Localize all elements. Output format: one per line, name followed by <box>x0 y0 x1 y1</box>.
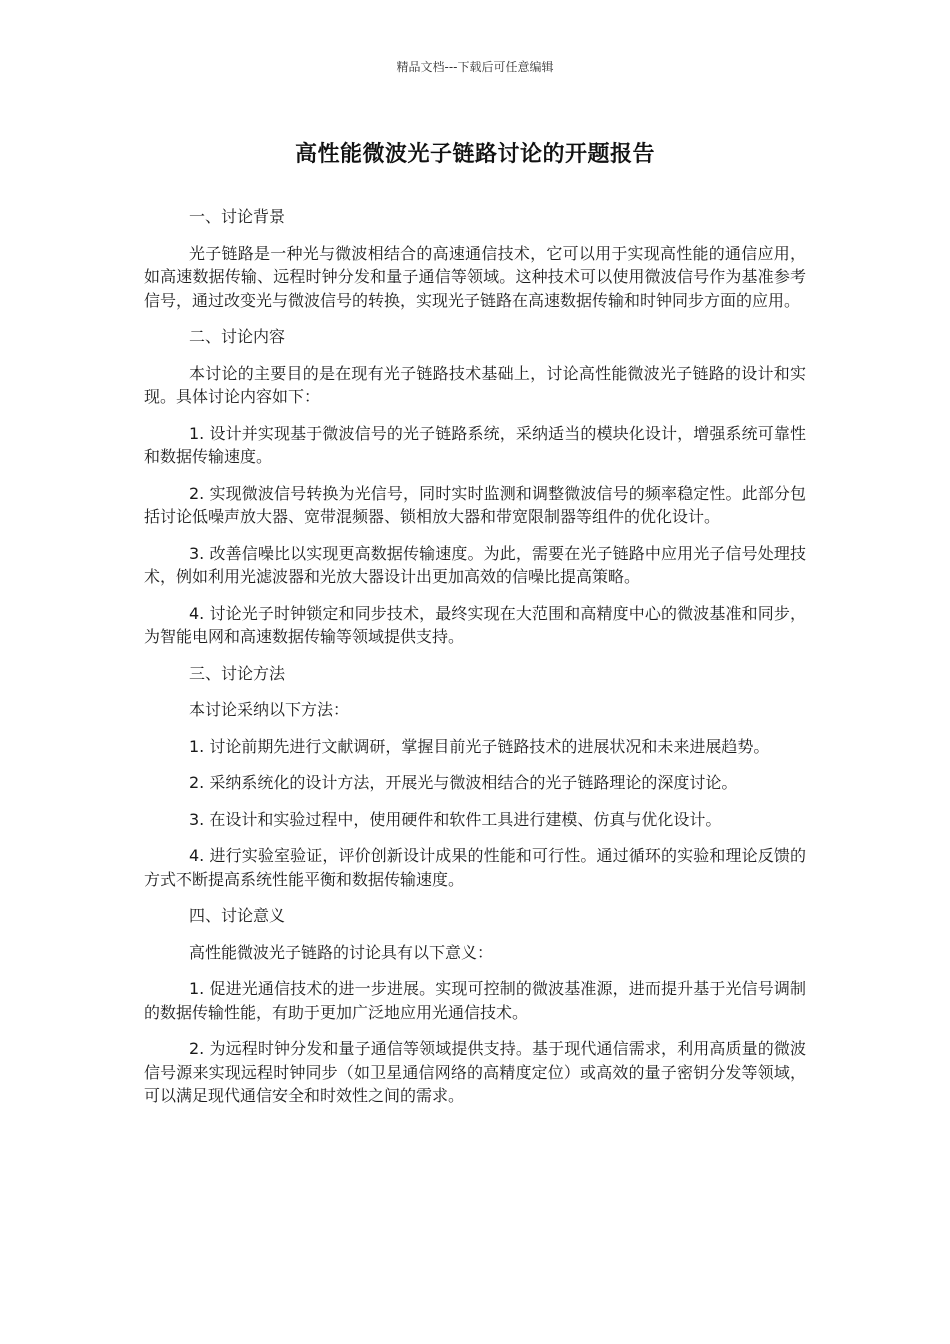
list-item: 2. 实现微波信号转换为光信号，同时实时监测和调整微波信号的频率稳定性。此部分包括讨论低噪声放大器、宽带混频器、锁相放大器和带宽限制器等组件的优化设计。 <box>144 483 806 526</box>
section-heading-background: 一、讨论背景 <box>189 207 286 226</box>
list-item: 1. 促进光通信技术的进一步进展。实现可控制的微波基准源，进而提升基于光信号调制的数据传输性能，有助于更加广泛地应用光通信技术。 <box>144 979 806 1022</box>
header-note: 精品文档---下载后可任意编辑 <box>396 60 554 74</box>
section-heading-significance: 四、讨论意义 <box>189 906 286 925</box>
paragraph: 本讨论采纳以下方法： <box>189 700 350 719</box>
paragraph: 高性能微波光子链路的讨论具有以下意义： <box>189 942 494 962</box>
section-heading-methods: 三、讨论方法 <box>189 663 286 683</box>
paragraph: 光子链路是一种光与微波相结合的高速通信技术，它可以用于实现高性能的通信应用，如高速数据传输、远程时钟分发和量子通信等领域。这种技术可以使用微波信号作为基准参考信号，通过改变光与微波信号的转换，实现光子链路在高速数据传输和时钟同步方面的应用。 <box>144 243 806 310</box>
document-body <box>144 205 806 1121</box>
list-item: 1. 设计并实现基于微波信号的光子链路系统，采纳适当的模块化设计，增强系统可靠性和数据传输速度。 <box>144 423 806 466</box>
list-item: 2. 采纳系统化的设计方法，开展光与微波相结合的光子链路理论的深度讨论。 <box>189 773 738 792</box>
list-item: 3. 在设计和实验过程中，使用硬件和软件工具进行建模、仿真与优化设计。 <box>189 809 722 829</box>
list-item: 4. 讨论光子时钟锁定和同步技术，最终实现在大范围和高精度中心的微波基准和同步，为智能电网和高速数据传输等领域提供支持。 <box>144 603 806 646</box>
list-item: 1. 讨论前期先进行文献调研，掌握目前光子链路技术的进展状况和未来进展趋势。 <box>189 736 770 756</box>
paragraph: 本讨论的主要目的是在现有光子链路技术基础上，讨论高性能微波光子链路的设计和实现。具体讨论内容如下： <box>144 363 806 406</box>
document-title: 高性能微波光子链路讨论的开题报告 <box>294 142 655 167</box>
list-item: 3. 改善信噪比以实现更高数据传输速度。为此，需要在光子链路中应用光子信号处理技术，例如利用光滤波器和光放大器设计出更加高效的信噪比提高策略。 <box>144 543 806 586</box>
list-item: 2. 为远程时钟分发和量子通信等领域提供支持。基于现代通信需求，利用高质量的微波信号源来实现远程时钟同步（如卫星通信网络的高精度定位）或高效的量子密钥分发等领域，可以满足现代通信安全和时效性之间的需求。 <box>144 1039 806 1105</box>
list-item: 4. 进行实验室验证，评价创新设计成果的性能和可行性。通过循环的实验和理论反馈的方式不断提高系统性能平衡和数据传输速度。 <box>144 846 806 889</box>
section-heading-content: 二、讨论内容 <box>189 327 286 346</box>
